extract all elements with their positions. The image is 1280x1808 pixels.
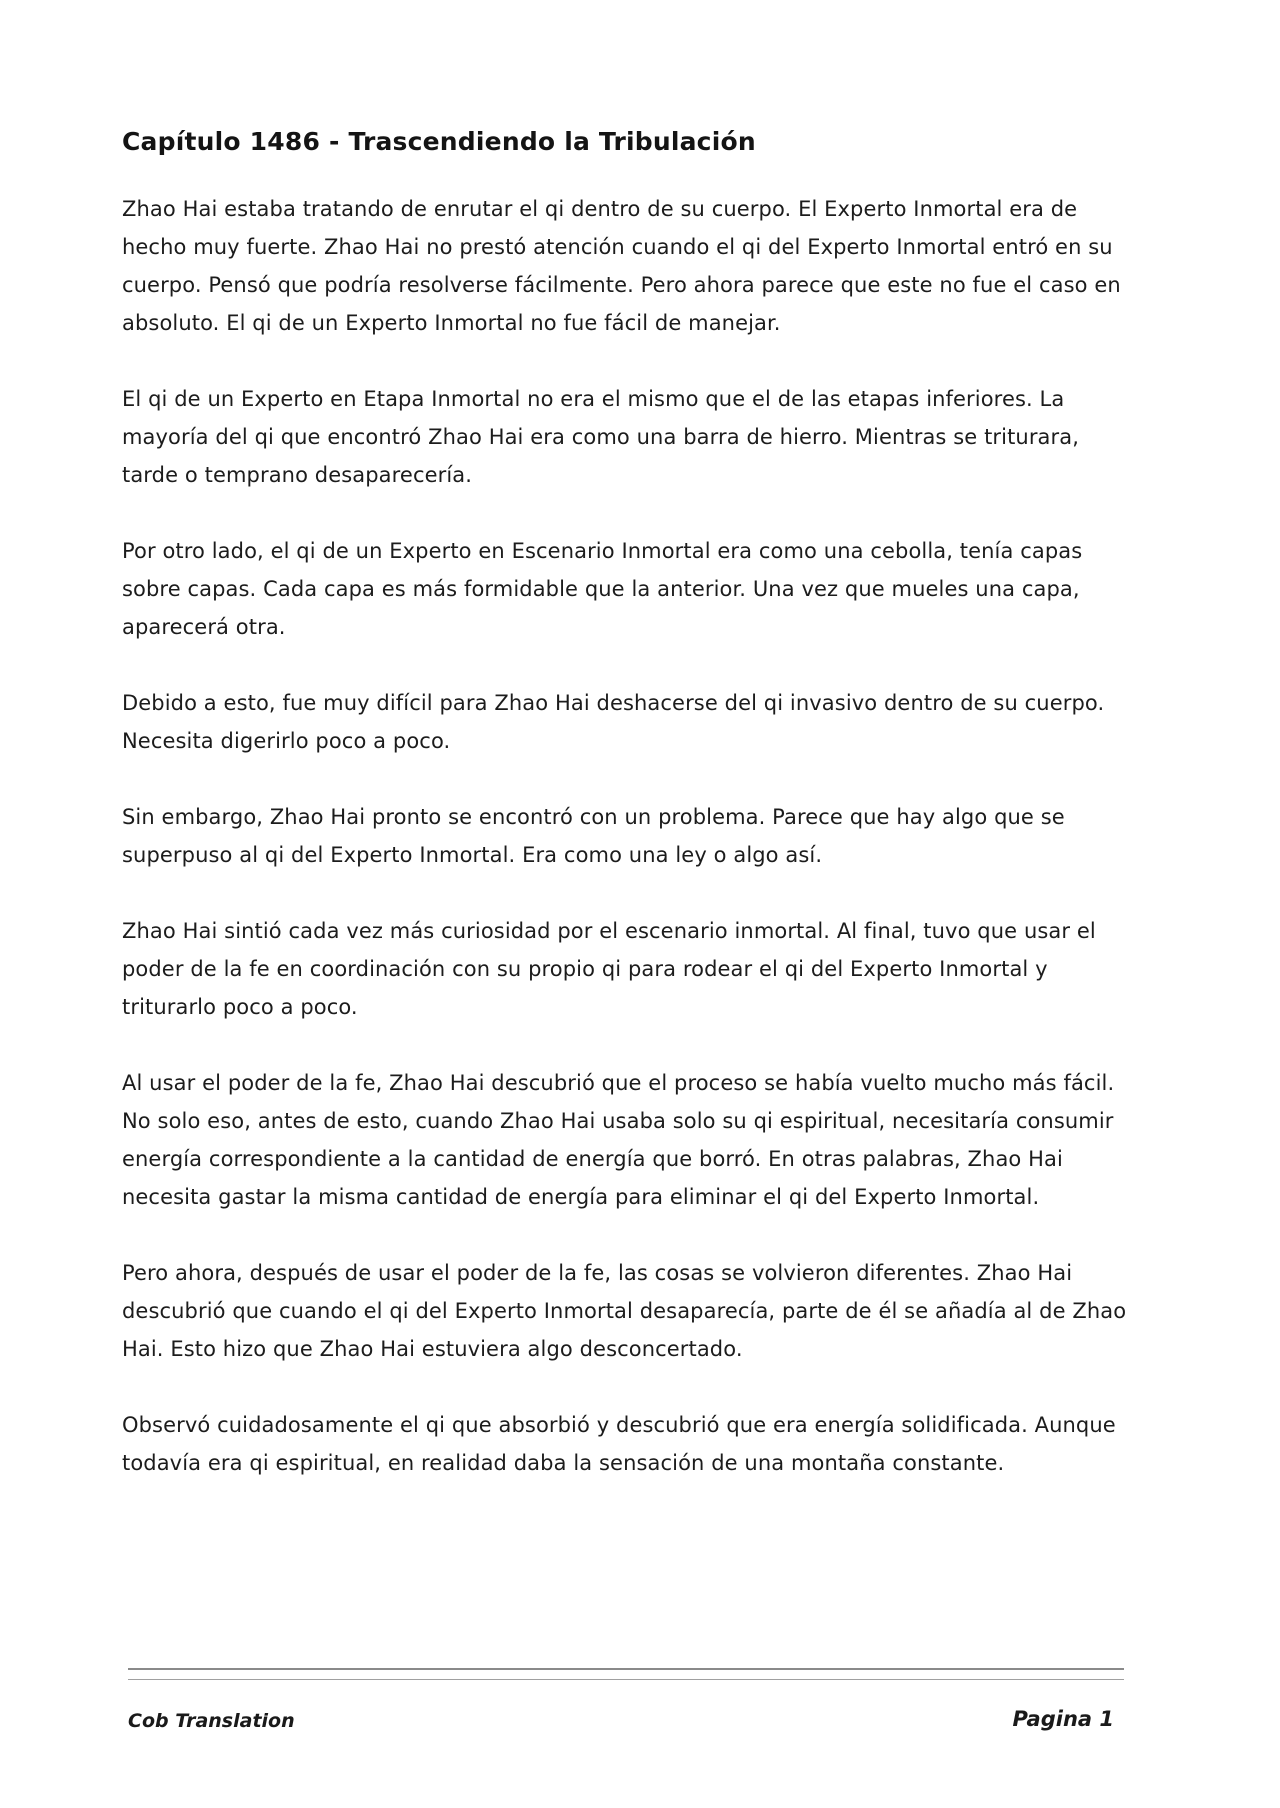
footer-page-number: Pagina 1	[1012, 1707, 1114, 1731]
paragraph-4: Debido a esto, fue muy difícil para Zhao Hai deshacerse del qi invasivo dentro de su cuerpo. Necesita digerirlo poco a poco.	[122, 691, 1105, 753]
paragraph-2: El qi de un Experto en Etapa Inmortal no era el mismo que el de las etapas inferiores. La mayoría del qi que encontró Zhao Hai era como una barra de hierro. Mientras se triturara, tarde o temprano desaparecería.	[122, 387, 1079, 487]
page-content	[122, 124, 1132, 1520]
footer-translator-credit: Cob Translation	[128, 1710, 295, 1732]
paragraph-8: Pero ahora, después de usar el poder de la fe, las cosas se volvieron diferentes. Zhao Hai descubrió que cuando el qi del Experto Inmortal desaparecía, parte de él se añadía al de Zhao Hai. Esto hizo que Zhao Hai estuviera algo desconcertado.	[122, 1261, 1127, 1361]
paragraph-5: Sin embargo, Zhao Hai pronto se encontró con un problema. Parece que hay algo que se superpuso al qi del Experto Inmortal. Era como una ley o algo así.	[122, 805, 1065, 867]
paragraph-9: Observó cuidadosamente el qi que absorbió y descubrió que era energía solidificada. Aunque todavía era qi espiritual, en realidad daba la sensación de una montaña constante.	[122, 1413, 1116, 1475]
paragraph-7: Al usar el poder de la fe, Zhao Hai descubrió que el proceso se había vuelto mucho más fácil. No solo eso, antes de esto, cuando Zhao Hai usaba solo su qi espiritual, necesitaría consumir energía correspondiente a la cantidad de energía que borró. En otras palabras, Zhao Hai necesita gastar la misma cantidad de energía para eliminar el qi del Experto Inmortal.	[122, 1071, 1115, 1209]
paragraph-6: Zhao Hai sintió cada vez más curiosidad por el escenario inmortal. Al final, tuvo que usar el poder de la fe en coordinación con su propio qi para rodear el qi del Experto Inmortal y triturarlo poco a poco.	[122, 919, 1096, 1019]
footer-divider-bottom	[128, 1679, 1124, 1680]
paragraph-3: Por otro lado, el qi de un Experto en Escenario Inmortal era como una cebolla, tenía capas sobre capas. Cada capa es más formidable que la anterior. Una vez que mueles una capa, aparecerá otra.	[122, 539, 1083, 639]
footer-divider-top	[128, 1668, 1124, 1670]
chapter-title: Capítulo 1486 - Trascendiendo la Tribulación	[122, 127, 756, 156]
paragraph-1: Zhao Hai estaba tratando de enrutar el qi dentro de su cuerpo. El Experto Inmortal era de hecho muy fuerte. Zhao Hai no prestó atención cuando el qi del Experto Inmortal entró en su cuerpo. Pensó que podría resolverse fácilmente. Pero ahora parece que este no fue el caso en absoluto. El qi de un Experto Inmortal no fue fácil de manejar.	[122, 197, 1121, 335]
